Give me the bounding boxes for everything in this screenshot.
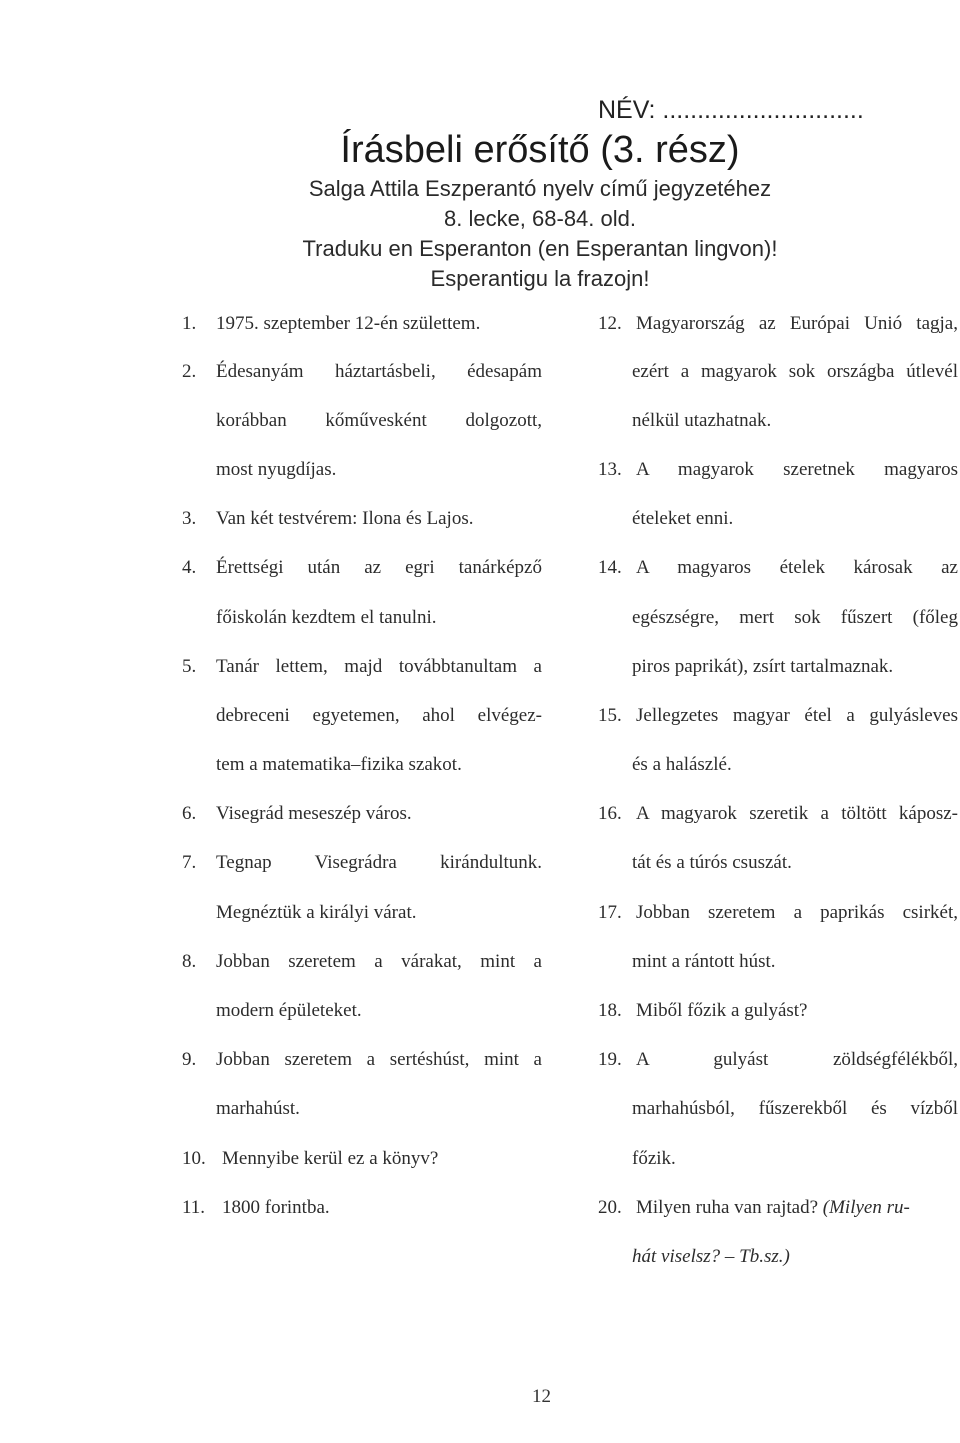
sentence-text: mint a rántott húst. [632, 951, 776, 972]
sentence-number: 10. [182, 1148, 206, 1169]
worksheet-title: Írásbeli erősítő (3. rész) [340, 129, 740, 171]
sentence-number: 15. [598, 705, 622, 726]
sentence-text: főzik. [632, 1148, 676, 1169]
sentence-number: 3. [182, 508, 197, 529]
subtitle-line: Traduku en Esperanton (en Esperantan lingvon)! [302, 236, 778, 261]
sentence-text: Tegnap Visegrádra kirándultunk. [216, 852, 542, 873]
sentence-text: nélkül utazhatnak. [632, 410, 772, 431]
sentence-text: Jellegzetes magyar étel a gulyásleves [636, 705, 958, 726]
sentence-number: 14. [598, 557, 622, 578]
subtitle-line: 8. lecke, 68-84. old. [443, 206, 636, 231]
sentence-text: tát és a túrós csuszát. [632, 852, 792, 873]
subtitle-line: Salga Attila Eszperantó nyelv című jegyzetéhez [308, 176, 772, 201]
sentence-number: 9. [182, 1049, 197, 1070]
sentence-text: A magyarok szeretnek magyaros [636, 459, 958, 480]
sentence-text: Jobban szeretem a várakat, mint a [216, 951, 542, 972]
sentence-text: Visegrád meseszép város. [216, 803, 412, 824]
sentence-text: A magyaros ételek károsak az [636, 557, 958, 578]
sentence-number: 1. [182, 313, 197, 334]
sentence-number: 18. [598, 1000, 622, 1021]
sentence-number: 12. [598, 313, 622, 334]
sentence-text: korábban kőművesként dolgozott, [216, 410, 542, 431]
sentence-number: 19. [598, 1049, 622, 1070]
sentence-number: 4. [182, 557, 197, 578]
sentence-text: A gulyást zöldségfélékből, [636, 1049, 958, 1070]
sentence-text: tem a matematika–fizika szakot. [216, 754, 462, 775]
sentence-text: A magyarok szeretik a töltött káposz- [636, 803, 958, 824]
sentence-text: 1800 forintba. [222, 1197, 330, 1218]
sentence-text: Megnéztük a királyi várat. [216, 902, 417, 923]
sentence-number: 20. [598, 1197, 622, 1218]
sentence-number: 6. [182, 803, 197, 824]
sentence-text: most nyugdíjas. [216, 459, 337, 480]
name-field-label: NÉV: ............................. [598, 96, 864, 124]
sentence-text-italic: (Milyen ru- [822, 1197, 910, 1218]
sentence-number: 13. [598, 459, 622, 480]
sentence-text: Édesanyám háztartásbeli, édesapám [216, 361, 542, 382]
worksheet-header [280, 126, 800, 294]
sentence-number: 2. [182, 361, 197, 382]
sentence-number: 11. [182, 1197, 206, 1218]
sentence-number: 7. [182, 852, 197, 873]
sentence-text: marhahúst. [216, 1098, 300, 1119]
sentence-text: Van két testvérem: Ilona és Lajos. [216, 508, 474, 529]
sentence-text: debreceni egyetemen, ahol elvégez- [216, 705, 542, 726]
sentence-text: Tanár lettem, majd továbbtanultam a [216, 656, 542, 677]
sentence-text-part: Milyen ruha van rajtad? [636, 1197, 819, 1218]
sentence-text: Jobban szeretem a sertéshúst, mint a [216, 1049, 542, 1070]
sentence-text: modern épületeket. [216, 1000, 362, 1021]
sentence-number: 5. [182, 656, 197, 677]
sentence-text: egészségre, mert sok fűszert (főleg [632, 607, 958, 628]
sentence-number: 16. [598, 803, 622, 824]
sentence-text: főiskolán kezdtem el tanulni. [216, 607, 437, 628]
sentence-text: 1975. szeptember 12-én születtem. [216, 313, 481, 334]
sentence-text: marhahúsból, fűszerekből és vízből [632, 1098, 958, 1119]
sentence-text [636, 1197, 910, 1219]
sentence-text: Magyarország az Európai Unió tagja, [636, 313, 958, 334]
sentence-text: Jobban szeretem a paprikás csirkét, [636, 902, 958, 923]
sentence-number: 8. [182, 951, 197, 972]
sentence-text: ezért a magyarok sok országba útlevél [632, 361, 958, 382]
sentence-text: Érettségi után az egri tanárképző [216, 557, 542, 578]
sentence-text: és a halászlé. [632, 754, 732, 775]
sentence-text: ételeket enni. [632, 508, 734, 529]
sentence-text-italic: hát viselsz? – Tb.sz.) [632, 1246, 790, 1267]
sentence-text: piros paprikát), zsírt tartalmaznak. [632, 656, 894, 677]
subtitle-line: Esperantigu la frazojn! [430, 266, 650, 291]
sentence-number: 17. [598, 902, 622, 923]
sentence-text: Miből főzik a gulyást? [636, 1000, 808, 1021]
sentence-text [632, 1246, 790, 1268]
page-number: 12 [532, 1386, 551, 1407]
sentence-text: Mennyibe kerül ez a könyv? [222, 1148, 439, 1169]
